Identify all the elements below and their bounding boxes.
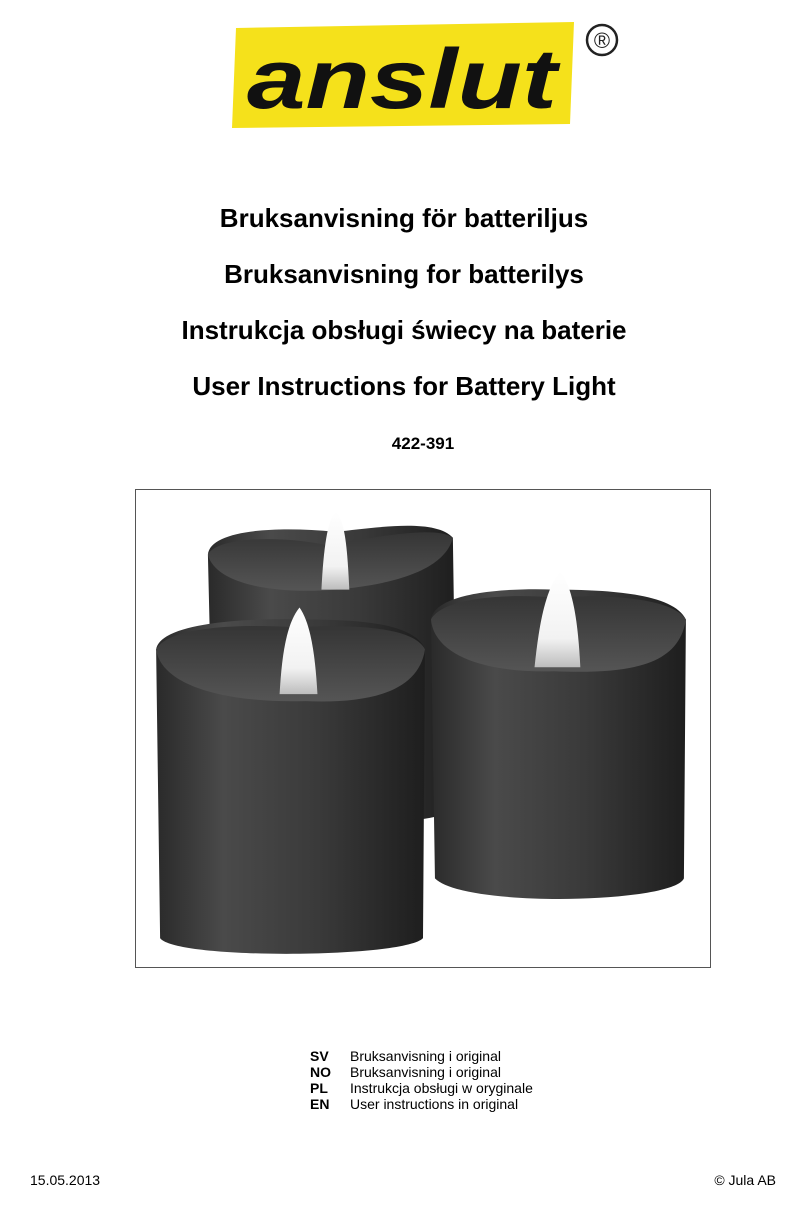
language-text: Bruksanvisning i original: [350, 1048, 501, 1064]
language-row-pl: [310, 1080, 533, 1096]
language-code: EN: [310, 1096, 330, 1112]
title-swedish: Bruksanvisning för batteriljus: [219, 203, 589, 233]
title-norwegian: Bruksanvisning for batterilys: [224, 259, 584, 289]
three-led-candles-icon: [136, 490, 710, 967]
logo-wordmark: anslut: [247, 32, 561, 126]
language-list: [310, 1048, 533, 1112]
model-number: 422-391: [391, 434, 455, 453]
language-code: PL: [310, 1080, 328, 1096]
registered-mark: ®: [593, 28, 611, 53]
language-text: Instrukcja obsługi w oryginale: [350, 1080, 533, 1096]
title-block: [0, 190, 808, 414]
product-photo: [135, 489, 711, 968]
anslut-logo-icon: [232, 20, 626, 132]
title-english: User Instructions for Battery Light: [192, 371, 616, 401]
brand-logo: [232, 20, 626, 132]
candle-right: [431, 572, 686, 899]
language-text: User instructions in original: [350, 1096, 519, 1112]
footer-date: 15.05.2013: [30, 1172, 101, 1188]
language-row-en: [310, 1096, 533, 1112]
language-row-sv: [310, 1048, 533, 1064]
footer-copyright: © Jula AB: [714, 1172, 776, 1188]
language-code: SV: [310, 1048, 329, 1064]
title-polish: Instrukcja obsługi świecy na baterie: [181, 315, 627, 345]
language-code: NO: [310, 1064, 331, 1080]
language-row-no: [310, 1064, 533, 1080]
candle-front: [156, 608, 425, 954]
language-text: Bruksanvisning i original: [350, 1064, 501, 1080]
